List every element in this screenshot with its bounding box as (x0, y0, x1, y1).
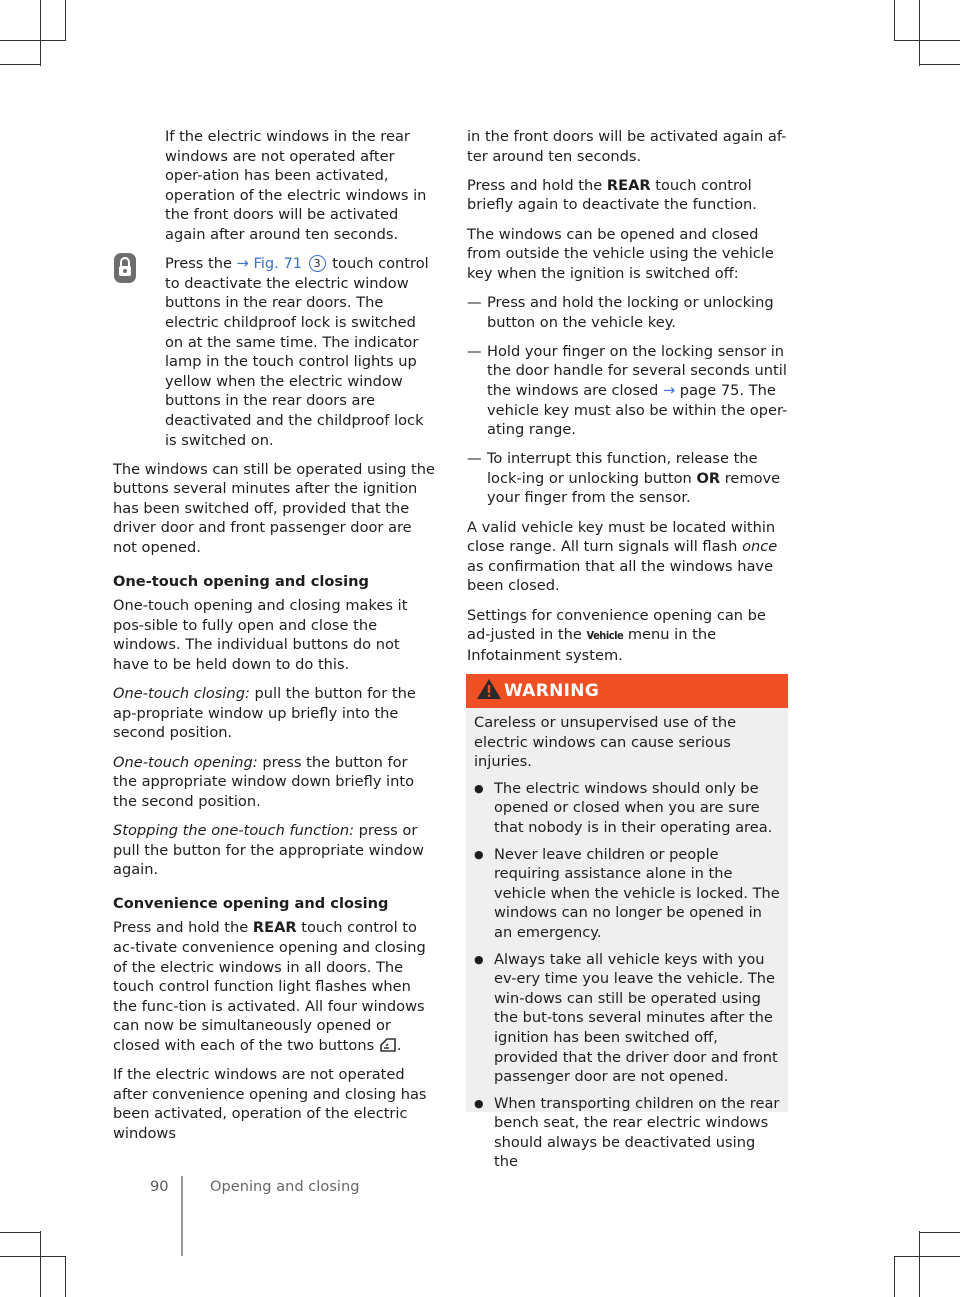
crop-mark (40, 1231, 41, 1297)
stopping-paragraph: Stopping the one-touch function: press or pull the button for the appropriate window again. (113, 821, 424, 879)
figure-number-badge: 3 (309, 255, 326, 272)
crop-mark (894, 0, 895, 40)
right-column (467, 127, 789, 675)
page-number: 90 (150, 1178, 169, 1195)
warning-title: WARNING (504, 681, 600, 701)
one-touch-opening-paragraph: One-touch opening: press the button for the appropriate window down briefly into the second position. (113, 753, 415, 810)
arrow-icon: → (662, 381, 676, 399)
page-link[interactable]: page 75 (675, 381, 740, 399)
figure-link[interactable]: Fig. 71 (253, 255, 303, 273)
crop-mark (0, 40, 66, 41)
list-item: — To interrupt this function, release the lock-ing or unlocking button OR remove your finger from the sensor. (467, 450, 781, 507)
window-button-icon (379, 1038, 397, 1052)
warning-triangle-icon (476, 678, 502, 700)
warning-box (466, 674, 788, 1171)
settings-paragraph: Settings for convenience opening can be ad-justed in the Vehicle menu in the Infotainment system. (467, 606, 766, 664)
if-not-paragraph: If the electric windows are not operated after convenience opening and closing has been activated, operation of the electric windows (113, 1066, 427, 1142)
intro-paragraph: If the electric windows in the rear windows are not operated after oper-ation has been activated, operation of the electric windows in the front doors will be activated again after around ten seconds. (165, 128, 427, 243)
convenience-heading: Convenience opening and closing (113, 894, 389, 912)
crop-mark (919, 1232, 960, 1233)
continuation-paragraph: in the front doors will be activated again af-ter around ten seconds. (467, 128, 787, 165)
section-title: Opening and closing (210, 1178, 360, 1195)
arrow-icon: → (236, 255, 249, 273)
crop-mark (65, 1257, 66, 1297)
bullet-icon: ● (474, 847, 484, 861)
list-item: — Press and hold the locking or unlocking button on the vehicle key. (467, 293, 774, 331)
crop-mark (0, 1232, 40, 1233)
crop-mark (894, 40, 960, 41)
crop-mark (0, 1256, 66, 1257)
one-touch-paragraph: One-touch opening and closing makes it pos-sible to fully open and close the windows. The individual buttons do not have to be held down to do this. (113, 597, 408, 674)
warning-header (466, 674, 788, 708)
windows-still-paragraph: The windows can still be operated using the buttons several minutes after the ignition has been switched off, provided that the driver door and front passenger door are not opened. (113, 460, 435, 557)
one-touch-heading: One-touch opening and closing (113, 572, 369, 590)
footer-divider (181, 1176, 183, 1256)
crop-mark (894, 1257, 895, 1297)
childproof-paragraph: Press the → Fig. 71 3 touch control to deactivate the electric window buttons in the rear doors. The electric childproof lock is switched on at the same time. The indicator lamp in the touch control lights up yellow when the electric window buttons in the rear doors are deactivated and the childproof lock is switched on. (165, 255, 429, 449)
warning-intro: Careless or unsupervised use of the electric windows can cause serious injuries. (474, 714, 737, 771)
outside-paragraph: The windows can be opened and closed from outside the vehicle using the vehicle key when the ignition is switched off: (467, 225, 774, 282)
crop-mark (65, 0, 66, 40)
valid-key-paragraph: A valid vehicle key must be located within close range. All turn signals will flash once as confirmation that all the windows have been closed. (467, 518, 778, 595)
vehicle-menu-label: Vehicle (586, 629, 624, 643)
crop-mark (40, 0, 41, 66)
crop-mark (894, 1256, 960, 1257)
list-item: ● When transporting children on the rear bench seat, the rear electric windows should always be deactivated using the (474, 1094, 780, 1171)
deactivate-paragraph: Press and hold the REAR touch control briefly again to deactivate the function. (467, 176, 757, 214)
childproof-row (113, 254, 435, 450)
child-lock-icon (113, 252, 137, 284)
crop-mark (919, 64, 960, 65)
list-item: ● The electric windows should only be opened or closed when you are sure that nobody is in their operating area. (474, 779, 773, 836)
one-touch-closing-paragraph: One-touch closing: pull the button for the ap-propriate window up briefly into the second position. (113, 685, 416, 742)
bullet-icon: ● (474, 781, 484, 795)
convenience-paragraph: Press and hold the REAR touch control to ac-tivate convenience opening and closing of the electric windows in all doors. The touch control function light flashes when the func-tion is activated. All four windows can now be simultaneously opened or closed with each of the two buttons . (113, 919, 426, 1054)
left-column (113, 127, 435, 1153)
list-item: — Hold your finger on the locking sensor in the door handle for several seconds until the windows are closed → page 75. The vehicle key must also be within the oper-ating range. (467, 342, 788, 439)
bullet-icon: ● (474, 1096, 484, 1110)
crop-mark (0, 64, 40, 65)
list-item: ● Never leave children or people requiring assistance alone in the vehicle when the vehicle is locked. The windows can no longer be opened in an emergency. (474, 845, 780, 941)
warning-body (466, 708, 788, 1172)
bullet-icon: ● (474, 952, 484, 966)
crop-mark (919, 1231, 920, 1297)
list-item: ● Always take all vehicle keys with you ev-ery time you leave the vehicle. The win-dows can still be operated using the but-tons several minutes after the ignition has been switched off, provided that the driver door and front passenger door are not opened. (474, 950, 778, 1086)
crop-mark (919, 0, 920, 66)
